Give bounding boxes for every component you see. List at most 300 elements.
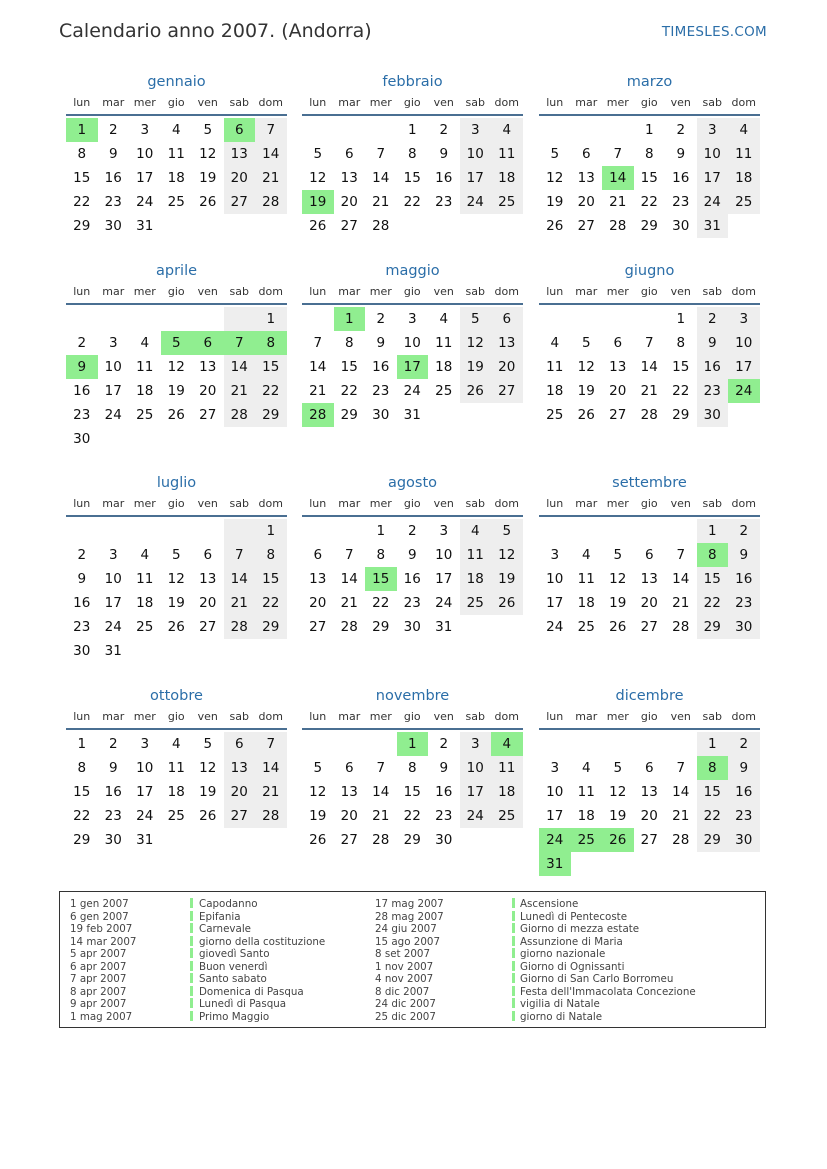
day-cell: 3 bbox=[108, 547, 118, 563]
day-cell: 3 bbox=[460, 118, 492, 142]
legend-date: 24 dic 2007 bbox=[375, 998, 436, 1010]
day-cell: 29 bbox=[255, 403, 287, 427]
day-cell: 30 bbox=[672, 218, 690, 234]
month-name: marzo bbox=[626, 74, 673, 90]
day-cell: 20 bbox=[199, 595, 217, 611]
day-cell: 31 bbox=[403, 407, 421, 423]
day-cell: 15 bbox=[697, 780, 729, 804]
weekday-label: mer bbox=[133, 710, 156, 723]
weekday-header bbox=[302, 497, 523, 517]
day-cell: 29 bbox=[403, 832, 421, 848]
day-cell: 1 bbox=[255, 307, 287, 331]
weekday-label: ven bbox=[670, 710, 691, 723]
day-cell: 19 bbox=[199, 170, 217, 186]
brand-link[interactable]: TIMESLES.COM bbox=[661, 24, 767, 40]
day-cell: 26 bbox=[199, 194, 217, 210]
day-grid bbox=[539, 118, 760, 238]
day-grid bbox=[302, 118, 523, 238]
day-cell: 26 bbox=[609, 619, 627, 635]
weekday-label: dom bbox=[494, 710, 519, 723]
day-cell: 13 bbox=[309, 571, 327, 587]
empty-cell bbox=[491, 615, 523, 639]
empty-cell bbox=[255, 828, 287, 852]
day-cell: 28 bbox=[255, 804, 287, 828]
weekday-label: gio bbox=[167, 96, 185, 109]
day-cell: 24 bbox=[539, 828, 571, 852]
weekday-label: ven bbox=[670, 285, 691, 298]
day-cell: 17 bbox=[136, 170, 154, 186]
day-cell: 29 bbox=[672, 407, 690, 423]
legend-date: 9 apr 2007 bbox=[70, 998, 127, 1010]
weekday-label: mer bbox=[133, 497, 156, 510]
weekday-label: gio bbox=[640, 96, 658, 109]
day-cell: 22 bbox=[697, 804, 729, 828]
day-cell: 10 bbox=[460, 756, 492, 780]
day-cell: 4 bbox=[439, 311, 449, 327]
day-cell: 23 bbox=[104, 194, 122, 210]
month-name: maggio bbox=[385, 263, 440, 279]
day-cell: 4 bbox=[460, 519, 492, 543]
empty-cell bbox=[192, 307, 224, 331]
empty-cell bbox=[539, 118, 571, 142]
weekday-label: mar bbox=[338, 96, 361, 109]
day-cell: 19 bbox=[577, 383, 595, 399]
weekday-label: gio bbox=[167, 497, 185, 510]
legend-holiday-name: giorno della costituzione bbox=[199, 935, 326, 948]
weekday-label: gio bbox=[403, 497, 421, 510]
legend-marker bbox=[190, 973, 193, 983]
month-name: febbraio bbox=[382, 74, 443, 90]
day-cell: 27 bbox=[491, 379, 523, 403]
empty-cell bbox=[192, 519, 224, 543]
day-cell: 3 bbox=[550, 760, 560, 776]
legend-date: 17 mag 2007 bbox=[375, 898, 444, 910]
day-cell: 23 bbox=[697, 379, 729, 403]
weekday-label: lun bbox=[546, 710, 564, 723]
day-cell: 22 bbox=[372, 595, 390, 611]
day-cell: 17 bbox=[460, 166, 492, 190]
month-agosto bbox=[302, 473, 523, 639]
day-cell: 14 bbox=[255, 756, 287, 780]
empty-cell bbox=[665, 852, 697, 876]
empty-cell bbox=[192, 828, 224, 852]
day-cell: 9 bbox=[676, 146, 686, 162]
legend-marker bbox=[512, 936, 515, 946]
empty-cell bbox=[571, 118, 603, 142]
day-cell: 21 bbox=[309, 383, 327, 399]
empty-cell bbox=[460, 214, 492, 238]
day-cell: 21 bbox=[372, 808, 390, 824]
day-cell: 21 bbox=[672, 808, 690, 824]
day-cell: 1 bbox=[697, 732, 729, 756]
day-cell: 31 bbox=[539, 852, 571, 876]
day-cell: 30 bbox=[372, 407, 390, 423]
day-cell: 5 bbox=[613, 760, 623, 776]
empty-cell bbox=[334, 519, 366, 543]
day-cell: 23 bbox=[435, 194, 453, 210]
empty-cell bbox=[571, 732, 603, 756]
empty-cell bbox=[539, 307, 571, 331]
weekday-label: mar bbox=[575, 710, 598, 723]
day-cell: 16 bbox=[728, 780, 760, 804]
day-cell: 1 bbox=[676, 311, 686, 327]
day-cell: 10 bbox=[104, 359, 122, 375]
empty-cell bbox=[161, 427, 193, 451]
weekday-label: gio bbox=[167, 710, 185, 723]
weekday-label: gio bbox=[403, 710, 421, 723]
day-cell: 9 bbox=[108, 146, 118, 162]
weekday-header bbox=[539, 497, 760, 517]
empty-cell bbox=[129, 427, 161, 451]
legend-date: 6 apr 2007 bbox=[70, 960, 127, 973]
day-cell: 29 bbox=[372, 619, 390, 635]
legend-holiday-name: Ascensione bbox=[520, 898, 579, 910]
day-cell: 19 bbox=[309, 808, 327, 824]
day-cell: 28 bbox=[340, 619, 358, 635]
day-cell: 9 bbox=[728, 543, 760, 567]
day-cell: 17 bbox=[104, 595, 122, 611]
day-grid bbox=[539, 307, 760, 427]
day-cell: 24 bbox=[136, 194, 154, 210]
day-cell: 21 bbox=[255, 166, 287, 190]
month-gennaio bbox=[66, 72, 287, 238]
legend-holiday-name: Santo sabato bbox=[199, 973, 267, 985]
weekday-label: ven bbox=[670, 96, 691, 109]
day-cell: 10 bbox=[136, 146, 154, 162]
day-cell: 11 bbox=[491, 756, 523, 780]
empty-cell bbox=[224, 519, 256, 543]
day-cell: 16 bbox=[104, 784, 122, 800]
empty-cell bbox=[728, 403, 760, 427]
day-cell: 7 bbox=[644, 335, 654, 351]
day-cell: 27 bbox=[224, 804, 256, 828]
day-cell: 26 bbox=[199, 808, 217, 824]
day-cell: 18 bbox=[167, 784, 185, 800]
day-cell: 10 bbox=[697, 142, 729, 166]
day-cell: 10 bbox=[728, 331, 760, 355]
day-cell: 16 bbox=[728, 567, 760, 591]
weekday-label: dom bbox=[494, 497, 519, 510]
day-cell: 8 bbox=[644, 146, 654, 162]
day-cell: 2 bbox=[439, 122, 449, 138]
day-cell: 8 bbox=[376, 547, 386, 563]
day-cell: 6 bbox=[581, 146, 591, 162]
day-cell: 26 bbox=[167, 407, 185, 423]
weekday-label: mar bbox=[338, 497, 361, 510]
day-cell: 20 bbox=[199, 383, 217, 399]
day-cell: 6 bbox=[203, 547, 213, 563]
day-cell: 13 bbox=[340, 170, 358, 186]
weekday-label: mar bbox=[102, 710, 125, 723]
day-cell: 13 bbox=[640, 571, 658, 587]
day-cell: 24 bbox=[460, 190, 492, 214]
weekday-label: dom bbox=[731, 285, 756, 298]
empty-cell bbox=[491, 214, 523, 238]
day-cell: 22 bbox=[73, 808, 91, 824]
day-cell: 12 bbox=[309, 784, 327, 800]
weekday-label: mer bbox=[369, 497, 392, 510]
day-cell: 27 bbox=[340, 218, 358, 234]
day-cell: 27 bbox=[224, 190, 256, 214]
empty-cell bbox=[255, 214, 287, 238]
empty-cell bbox=[161, 519, 193, 543]
empty-cell bbox=[491, 403, 523, 427]
weekday-label: lun bbox=[309, 497, 327, 510]
month-name: giugno bbox=[624, 263, 675, 279]
day-cell: 20 bbox=[640, 595, 658, 611]
day-cell: 7 bbox=[255, 732, 287, 756]
empty-cell bbox=[224, 214, 256, 238]
day-cell: 23 bbox=[73, 407, 91, 423]
day-cell: 18 bbox=[167, 170, 185, 186]
empty-cell bbox=[539, 519, 571, 543]
day-cell: 16 bbox=[672, 170, 690, 186]
month-name: settembre bbox=[612, 475, 687, 491]
empty-cell bbox=[98, 519, 130, 543]
day-cell: 4 bbox=[140, 335, 150, 351]
legend-marker bbox=[190, 898, 193, 908]
day-cell: 3 bbox=[140, 736, 150, 752]
day-cell: 25 bbox=[571, 828, 603, 852]
empty-cell bbox=[460, 828, 492, 852]
day-cell: 14 bbox=[372, 170, 390, 186]
day-cell: 8 bbox=[77, 146, 87, 162]
day-cell: 3 bbox=[407, 311, 417, 327]
day-cell: 28 bbox=[640, 407, 658, 423]
day-cell: 7 bbox=[613, 146, 623, 162]
day-cell: 7 bbox=[313, 335, 323, 351]
weekday-label: mer bbox=[606, 710, 629, 723]
day-cell: 15 bbox=[403, 170, 421, 186]
day-cell: 16 bbox=[435, 170, 453, 186]
day-cell: 8 bbox=[676, 335, 686, 351]
day-cell: 25 bbox=[460, 591, 492, 615]
day-cell: 23 bbox=[728, 804, 760, 828]
legend-holiday-name: giorno nazionale bbox=[520, 948, 606, 960]
day-cell: 31 bbox=[697, 214, 729, 238]
day-cell: 10 bbox=[104, 571, 122, 587]
day-cell: 28 bbox=[372, 218, 390, 234]
weekday-label: dom bbox=[731, 96, 756, 109]
weekday-label: mer bbox=[133, 285, 156, 298]
empty-cell bbox=[129, 519, 161, 543]
weekday-label: lun bbox=[546, 285, 564, 298]
legend-right-markers bbox=[512, 898, 515, 1023]
day-cell: 14 bbox=[309, 359, 327, 375]
weekday-label: dom bbox=[731, 497, 756, 510]
holiday-legend bbox=[59, 891, 766, 1028]
weekday-label: sab bbox=[702, 497, 722, 510]
day-cell: 16 bbox=[697, 355, 729, 379]
day-cell: 28 bbox=[302, 403, 334, 427]
weekday-label: mar bbox=[338, 710, 361, 723]
legend-holiday-name: vigilia di Natale bbox=[520, 998, 600, 1010]
day-cell: 5 bbox=[550, 146, 560, 162]
day-cell: 10 bbox=[403, 335, 421, 351]
weekday-label: sab bbox=[465, 285, 485, 298]
legend-date: 19 feb 2007 bbox=[70, 923, 133, 935]
day-cell: 29 bbox=[340, 407, 358, 423]
day-cell: 8 bbox=[344, 335, 354, 351]
weekday-label: sab bbox=[229, 285, 249, 298]
day-cell: 29 bbox=[73, 218, 91, 234]
day-cell: 12 bbox=[309, 170, 327, 186]
legend-holiday-name: Domenica di Pasqua bbox=[199, 985, 304, 998]
day-cell: 14 bbox=[224, 567, 256, 591]
legend-marker bbox=[190, 948, 193, 958]
day-cell: 17 bbox=[546, 808, 564, 824]
day-cell: 10 bbox=[546, 571, 564, 587]
month-dicembre bbox=[539, 686, 760, 876]
day-cell: 17 bbox=[397, 355, 429, 379]
day-cell: 26 bbox=[602, 828, 634, 852]
day-cell: 7 bbox=[676, 760, 686, 776]
day-cell: 30 bbox=[73, 431, 91, 447]
day-cell: 6 bbox=[224, 118, 256, 142]
weekday-label: gio bbox=[403, 96, 421, 109]
weekday-label: lun bbox=[73, 285, 91, 298]
month-name: agosto bbox=[387, 475, 438, 491]
day-cell: 28 bbox=[255, 190, 287, 214]
day-cell: 8 bbox=[255, 543, 287, 567]
day-cell: 23 bbox=[672, 194, 690, 210]
day-cell: 22 bbox=[340, 383, 358, 399]
empty-cell bbox=[161, 307, 193, 331]
day-cell: 4 bbox=[171, 122, 181, 138]
weekday-label: mer bbox=[606, 285, 629, 298]
day-cell: 14 bbox=[372, 784, 390, 800]
day-cell: 21 bbox=[255, 780, 287, 804]
day-cell: 24 bbox=[460, 804, 492, 828]
day-cell: 17 bbox=[460, 780, 492, 804]
weekday-header bbox=[302, 96, 523, 116]
day-cell: 22 bbox=[672, 383, 690, 399]
legend-holiday-name: Festa dell'Immacolata Concezione bbox=[520, 985, 696, 998]
day-cell: 5 bbox=[491, 519, 523, 543]
day-cell: 6 bbox=[644, 760, 654, 776]
day-cell: 2 bbox=[728, 732, 760, 756]
day-grid bbox=[66, 118, 287, 238]
day-cell: 28 bbox=[672, 619, 690, 635]
empty-cell bbox=[365, 732, 397, 756]
day-cell: 27 bbox=[199, 407, 217, 423]
weekday-label: gio bbox=[640, 710, 658, 723]
day-cell: 24 bbox=[697, 190, 729, 214]
legend-date: 28 mag 2007 bbox=[375, 910, 444, 923]
day-cell: 15 bbox=[73, 170, 91, 186]
weekday-label: sab bbox=[229, 96, 249, 109]
day-cell: 15 bbox=[255, 567, 287, 591]
legend-holiday-name: Giorno di Ognissanti bbox=[520, 960, 625, 973]
day-cell: 26 bbox=[309, 218, 327, 234]
weekday-label: sab bbox=[702, 285, 722, 298]
day-cell: 17 bbox=[435, 571, 453, 587]
weekday-label: mer bbox=[606, 96, 629, 109]
weekday-label: gio bbox=[640, 497, 658, 510]
day-cell: 15 bbox=[255, 355, 287, 379]
empty-cell bbox=[302, 118, 334, 142]
legend-marker bbox=[512, 961, 515, 971]
day-cell: 31 bbox=[104, 643, 122, 659]
day-cell: 9 bbox=[697, 331, 729, 355]
weekday-header bbox=[66, 285, 287, 305]
day-cell: 23 bbox=[372, 383, 390, 399]
day-grid bbox=[302, 307, 523, 427]
day-cell: 17 bbox=[697, 166, 729, 190]
day-cell: 12 bbox=[609, 784, 627, 800]
weekday-label: dom bbox=[731, 710, 756, 723]
day-cell: 14 bbox=[340, 571, 358, 587]
empty-cell bbox=[334, 732, 366, 756]
weekday-label: ven bbox=[197, 285, 218, 298]
day-cell: 8 bbox=[697, 543, 729, 567]
weekday-label: sab bbox=[229, 710, 249, 723]
day-cell: 3 bbox=[439, 523, 449, 539]
day-cell: 21 bbox=[224, 379, 256, 403]
day-cell: 14 bbox=[255, 142, 287, 166]
day-cell: 25 bbox=[577, 619, 595, 635]
legend-date: 8 apr 2007 bbox=[70, 985, 127, 998]
legend-holiday-name: Capodanno bbox=[199, 898, 258, 910]
day-cell: 19 bbox=[609, 808, 627, 824]
day-cell: 22 bbox=[255, 379, 287, 403]
empty-cell bbox=[334, 118, 366, 142]
day-cell: 20 bbox=[491, 355, 523, 379]
day-cell: 15 bbox=[697, 567, 729, 591]
day-cell: 18 bbox=[136, 595, 154, 611]
weekday-label: mar bbox=[102, 96, 125, 109]
day-cell: 27 bbox=[309, 619, 327, 635]
day-cell: 10 bbox=[435, 547, 453, 563]
day-cell: 24 bbox=[403, 383, 421, 399]
day-cell: 23 bbox=[728, 591, 760, 615]
day-cell: 19 bbox=[167, 383, 185, 399]
day-cell: 28 bbox=[372, 832, 390, 848]
day-cell: 1 bbox=[334, 307, 366, 331]
weekday-label: lun bbox=[546, 497, 564, 510]
weekday-header bbox=[66, 497, 287, 517]
day-grid bbox=[66, 519, 287, 663]
day-cell: 13 bbox=[640, 784, 658, 800]
day-cell: 18 bbox=[435, 359, 453, 375]
weekday-header bbox=[66, 96, 287, 116]
legend-date: 1 nov 2007 bbox=[375, 960, 434, 973]
day-cell: 3 bbox=[728, 307, 760, 331]
day-cell: 9 bbox=[439, 146, 449, 162]
day-cell: 2 bbox=[108, 122, 118, 138]
empty-cell bbox=[365, 118, 397, 142]
legend-date: 8 dic 2007 bbox=[375, 985, 430, 998]
day-cell: 24 bbox=[104, 407, 122, 423]
weekday-label: sab bbox=[702, 96, 722, 109]
legend-marker bbox=[190, 923, 193, 933]
weekday-label: ven bbox=[433, 710, 454, 723]
day-cell: 24 bbox=[728, 379, 760, 403]
day-cell: 5 bbox=[581, 335, 591, 351]
day-cell: 4 bbox=[581, 547, 591, 563]
day-cell: 16 bbox=[104, 170, 122, 186]
month-ottobre bbox=[66, 686, 287, 852]
day-cell: 6 bbox=[192, 331, 224, 355]
day-cell: 30 bbox=[104, 218, 122, 234]
legend-holiday-name: Lunedì di Pentecoste bbox=[520, 910, 628, 923]
legend-holiday-name: Lunedì di Pasqua bbox=[199, 998, 287, 1010]
day-cell: 9 bbox=[439, 760, 449, 776]
empty-cell bbox=[665, 519, 697, 543]
day-cell: 27 bbox=[340, 832, 358, 848]
day-cell: 28 bbox=[224, 615, 256, 639]
month-luglio bbox=[66, 473, 287, 663]
